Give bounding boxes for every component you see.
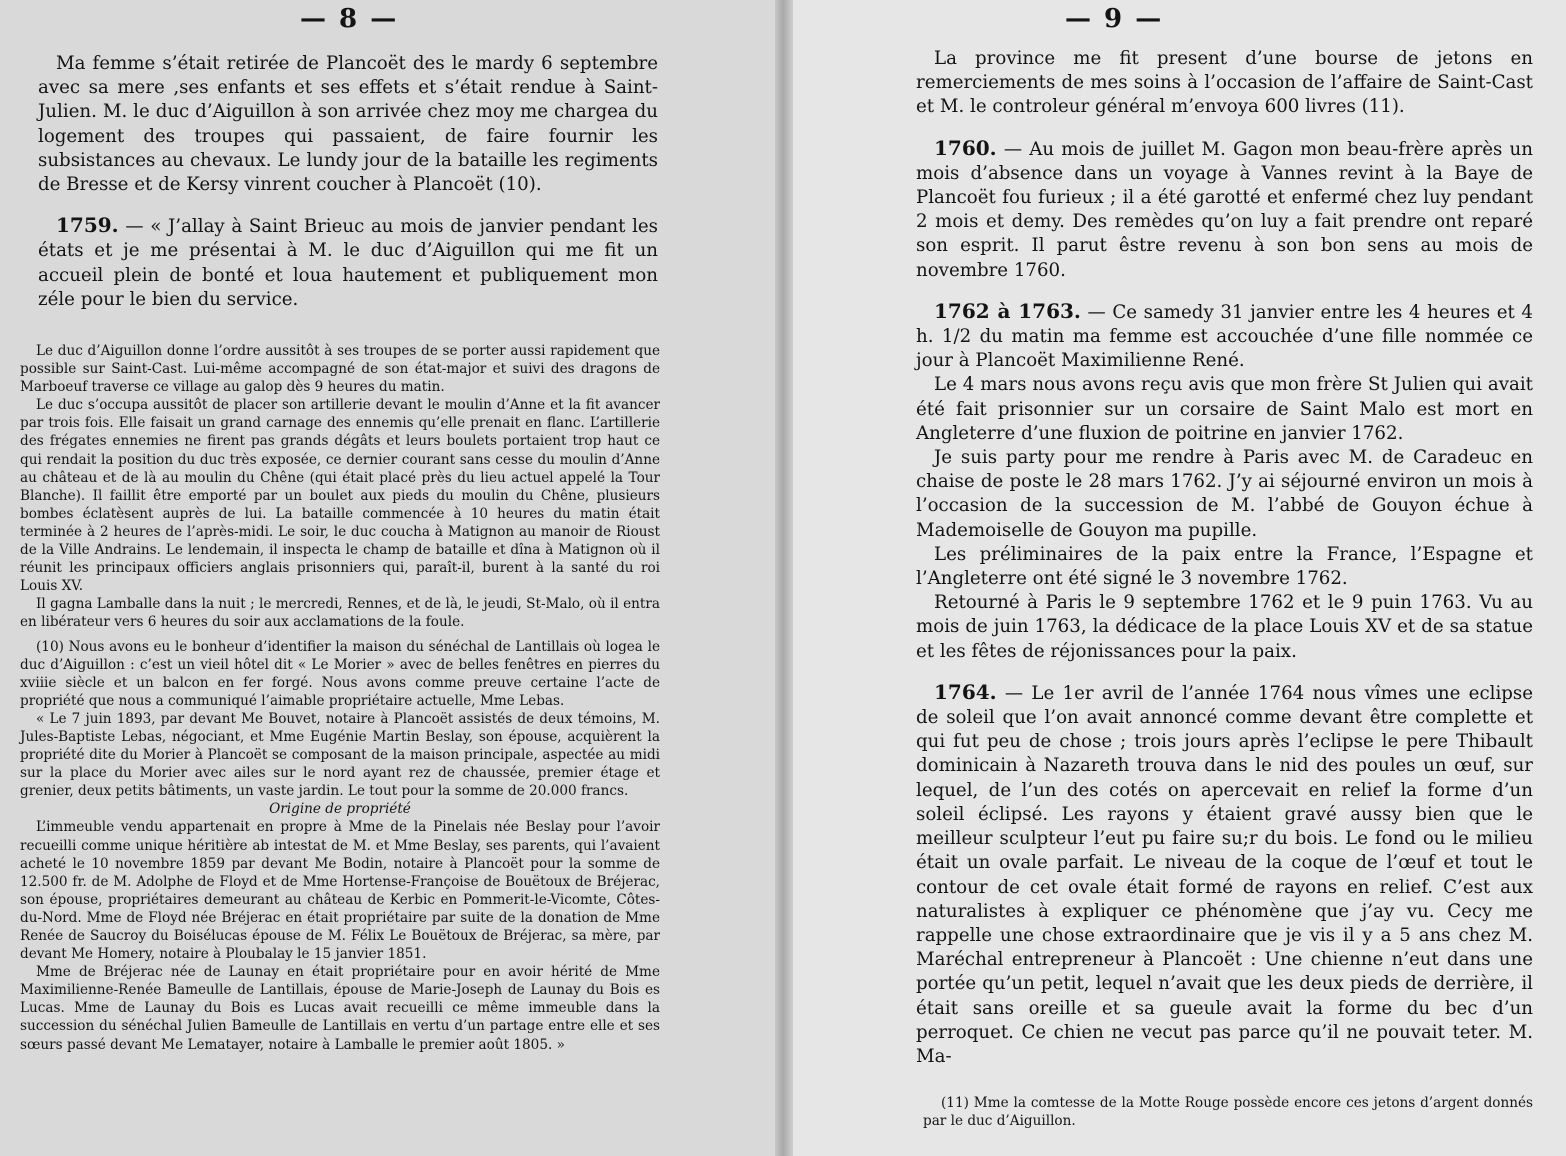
right-body-text — [916, 47, 1533, 1069]
note-paragraph: « Le 7 juin 1893, par devant Me Bouvet, notaire à Plancoët assistés de deux témoins, M. Jules-Baptiste Lebas, négociant, et Mme Eugénie Martin Beslay, son épouse, acquièrent la propriété dite du Morier à Plancoët se composant de la maison principale, aspectée au midi sur la place du Morier avec ailes sur le nord ayant rez de chaussée, premier étage et grenier, deux petits bâtiments, un vaste jardin. Le tout pour la somme de 20.000 francs. — [20, 710, 660, 800]
paragraph: Retourné à Paris le 9 septembre 1762 et le 9 puin 1763. Vu au mois de juin 1763, la dédicace de la place Louis XV et de sa statue et les fêtes de réjonissances pour la paix. — [916, 592, 1533, 662]
entry-1759 — [38, 213, 658, 312]
note-paragraph: Le duc d’Aiguillon donne l’ordre aussitôt à ses troupes de se porter aussi rapidement que possible sur Saint-Cast. Lui-même accompagné de son état-major et suivi des dragons de Marboeuf traverse ce village au galop dès 9 heures du matin. — [20, 343, 660, 396]
paragraph: Ma femme s’était retirée de Plancoët des le mardy 6 septembre avec sa mere ,ses enfants et ses effets et s’était rendue à Saint-Julien. M. le duc d’Aiguillon à son arrivée chez moy me chargea du logement des troupes qui passaient, de faire fournir les subsistances au chevaux. Le lundy jour de la bataille les regiments de Bresse et de Kersy vinrent coucher à Plancoët (10). — [38, 53, 658, 196]
book-gutter — [775, 0, 793, 1156]
notes-heading: Origine de propriété — [269, 801, 411, 818]
note-paragraph: L’immeuble vendu appartenait en propre à Mme de la Pinelais née Beslay pour l’avoir recueilli comme unique héritière ab intestat de M. et Mme Beslay, ses parents, qui l’avaient acheté le 10 novembre 1859 par devant Me Bodin, notaire à Plancoët pour la somme de 12.500 fr. de M. Adolphe de Floyd et de Mme Hortense-Françoise de Bouëtoux de Bréjerac, son épouse, propriétaires demeurant au château de Kerbic en Pommerit-le-Vicomte, Côtes-du-Nord. Mme de Floyd née Bréjerac en était propriétaire par suite de la donation de Mme Renée de Saucroy du Boisélucas épouse de M. Félix Le Bouëtoux de Bréjerac, sa mère, par devant Me Homery, notaire à Ploubalay le 15 janvier 1851. — [20, 819, 660, 963]
entry-text: — Ce samedy 31 janvier entre les 4 heures et 4 h. 1/2 du matin ma femme est accouchée d’une fille nommée ce jour à Plancoët Maximilienne René. — [916, 301, 1533, 372]
left-notes — [20, 342, 660, 1054]
entry-text: — « J’allay à Saint Brieuc au mois de janvier pendant les états et je me présentai à M. le duc d’Aiguillon qui me fit un accueil plein de bonté et loua hautement et publiquement mon zéle pour le bien du service. — [38, 216, 658, 310]
entry-text: — Le 1er avril de l’année 1764 nous vîmes une eclipse de soleil que l’on avait annoncé comme devant être complette et qui fut peu de chose ; trois jours après l’eclipse le pere Thibault dominicain à Nazareth trouva dans le nid des poules un œuf, sur lequel, de l’un des cotés on apercevait en relief la forme d’un soleil éclipsé. Les rayons y étaient gravé aussy bien que le meilleur sculpteur l’eut pu faire su;r du bois. Le fond ou le milieu était un ovale parfait. Le niveau de la coque de l’œuf et tout le contour de cet ovale était formé de rayons en relief. C’est aux naturalistes à expliquer ce phénomène que j’ay vu. Cecy me rappelle une chose extraordinaire que je vis il y a 5 ans chez M. Maréchal entrepreneur à Plancoët : Une chienne n’eut dans une portée qu’un petit, lequel n’avait que les deux pieds de derrière, il était sans oreille et sa gueule avait la forme du bec d’un perroquet. Ce chien ne vecut pas parce qu’il ne pouvait teter. M. Ma- — [916, 682, 1533, 1067]
paragraph: Les préliminaires de la paix entre la France, l’Espagne et l’Angleterre ont été signé le 3 novembre 1762. — [916, 543, 1533, 590]
page-number-right: — 9 — — [1065, 4, 1164, 34]
right-page — [783, 0, 1566, 1156]
entry-text: — Au mois de juillet M. Gagon mon beau-frère après un mois d’absence dans un voyage à Vannes revint à la Baye de Plancoët fou furieux ; il a été garotté et enfermé chez luy pendant 2 mois et demy. Des remèdes qu’on luy a fait prendre ont reparé son esprit. Il parut êstre revenu à son bon sens au mois de novembre 1760. — [916, 138, 1533, 281]
entry-1764 — [916, 680, 1533, 1069]
entry-year: 1760. — [934, 135, 997, 160]
note-paragraph: Il gagna Lamballe dans la nuit ; le mercredi, Rennes, et de là, le jeudi, St-Malo, où il entra en libérateur vers 6 heures du soir aux acclamations de la foule. — [20, 596, 660, 631]
footnote-10: (10) Nous avons eu le bonheur d’identifier la maison du sénéchal de Lantillais où logea le duc d’Aiguillon : c’est un vieil hôtel dit « Le Morier » avec de belles fenêtres en pierres du xviiie siècle et un balcon en fer forgé. Nous avons comme preuve certaine l’acte de propriété que nous a communiqué l’aimable propriétaire actuelle, Mme Lebas. — [20, 638, 660, 709]
left-body-text — [38, 52, 658, 312]
entry-1762 — [916, 299, 1533, 374]
entry-year: 1759. — [56, 213, 119, 238]
footnote-11: (11) Mme la comtesse de la Motte Rouge possède encore ces jetons d’argent donnés par le duc d’Aiguillon. — [923, 1095, 1533, 1129]
entry-year: 1762 à 1763. — [934, 298, 1081, 323]
entry-1760 — [916, 136, 1533, 283]
note-paragraph: Le duc s’occupa aussitôt de placer son artillerie devant le moulin d’Anne et la fit avancer par trois fois. Elle faisait un grand carnage des ennemis qu’elle prenait en flanc. L’artillerie des frégates ennemies ne firent pas grands dégâts et leurs boulets portaient trop haut ce qui rendait la position du duc très exposée, ce dernier courant sans cesse du moulin d’Anne au château et de là au moulin du Chêne (qui était placé près du lieu actuel appelé la Tour Blanche). Il faillit être emporté par un boulet aux pieds du moulin du Chêne, plusieurs bombes éclatèsent auprès de lui. La bataille commencée à 10 heures du matin était terminée à 2 heures de l’après-midi. Le soir, le duc coucha à Matignon au manoir de Rioust de la Ville Andrains. Le lendemain, il inspecta le champ de bataille et dîna à Matignon où il réunit les principaux officiers anglais prisonniers qui, paraît-il, burent à la santé du roi Louis XV. — [20, 397, 660, 595]
paragraph: Le 4 mars nous avons reçu avis que mon frère St Julien qui avait été fait prisonnier sur un corsaire de Saint Malo est mort en Angleterre d’une fluxion de poitrine en janvier 1762. — [916, 374, 1533, 444]
paragraph: Je suis party pour me rendre à Paris avec M. de Caradeuc en chaise de poste le 28 mars 1762. J’y ai séjourné environ un mois à l’occasion de la succession de M. l’abbé de Gouyon échue à Mademoiselle de Gouyon ma pupille. — [916, 447, 1533, 541]
note-paragraph: Mme de Bréjerac née de Launay en était propriétaire pour en avoir hérité de Mme Maximilienne-Renée Bameulle de Lantillais, épouse de Marie-Joseph de Launay du Bois es Lucas. Mme de Launay du Bois es Lucas avait recueilli ce même immeuble dans la succession du sénéchal Julien Bameulle de Lantillais en vertu d’un partage entre elle et ses sœurs passé devant Me Lematayer, notaire à Lamballe le premier août 1805. » — [20, 964, 660, 1053]
page-number-left: — 8 — — [300, 4, 399, 34]
paragraph: La province me fit present d’une bourse de jetons en remerciements de mes soins à l’occasion de l’affaire de Saint-Cast et M. le controleur général m’envoya 600 livres (11). — [916, 48, 1533, 118]
entry-year: 1764. — [934, 679, 997, 704]
